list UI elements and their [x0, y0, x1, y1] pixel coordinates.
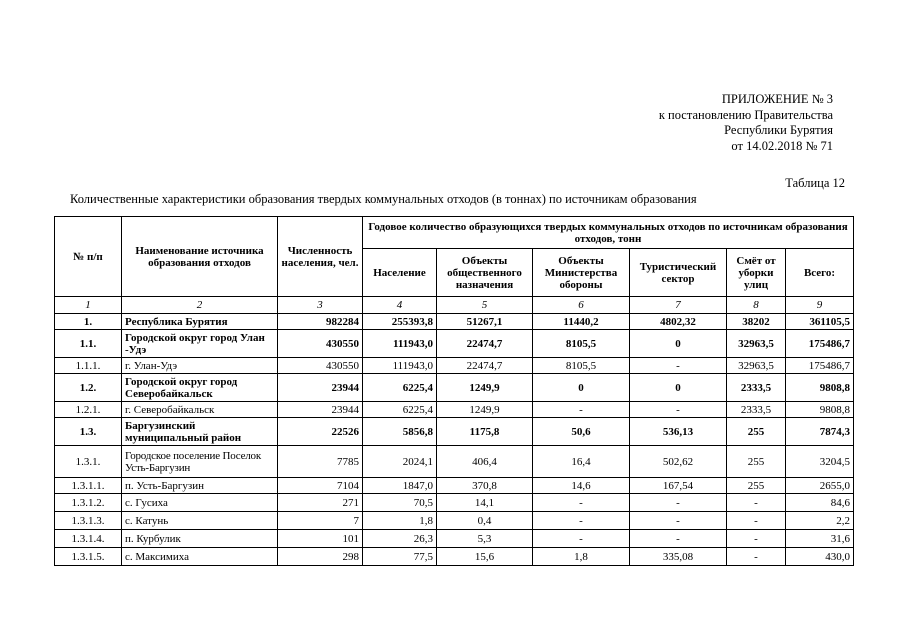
table-row — [55, 314, 854, 330]
row-population: 430550 — [278, 330, 363, 358]
row-number: 1.1. — [55, 330, 122, 358]
row-value: 9808,8 — [786, 374, 854, 402]
row-name: п. Усть-Баргузин — [122, 478, 278, 494]
row-value: 370,8 — [437, 478, 533, 494]
row-value: 77,5 — [363, 548, 437, 566]
row-value: 5856,8 — [363, 418, 437, 446]
column-number: 2 — [122, 297, 278, 314]
row-population: 271 — [278, 494, 363, 512]
row-value: 14,6 — [533, 478, 630, 494]
row-population: 7 — [278, 512, 363, 530]
row-value: 84,6 — [786, 494, 854, 512]
row-number: 1.3.1.2. — [55, 494, 122, 512]
row-population: 7785 — [278, 446, 363, 478]
row-value: 111943,0 — [363, 358, 437, 374]
row-value: 1,8 — [533, 548, 630, 566]
row-number: 1.3.1.5. — [55, 548, 122, 566]
row-value: 9808,8 — [786, 402, 854, 418]
row-value: 31,6 — [786, 530, 854, 548]
appendix-date: от 14.02.2018 № 71 — [731, 138, 833, 153]
appendix-block — [513, 92, 833, 154]
row-population: 7104 — [278, 478, 363, 494]
row-value: 2,2 — [786, 512, 854, 530]
row-value: 8105,5 — [533, 358, 630, 374]
row-number: 1.3.1.3. — [55, 512, 122, 530]
row-value: 430,0 — [786, 548, 854, 566]
column-number: 5 — [437, 297, 533, 314]
row-value: 255 — [727, 418, 786, 446]
row-value: 0 — [630, 374, 727, 402]
table-row — [55, 358, 854, 374]
row-population: 23944 — [278, 402, 363, 418]
table-row — [55, 374, 854, 402]
row-number: 1.3.1.1. — [55, 478, 122, 494]
row-value: 70,5 — [363, 494, 437, 512]
row-value: 1847,0 — [363, 478, 437, 494]
row-value: - — [727, 512, 786, 530]
table-row — [55, 446, 854, 478]
appendix-line: Республики Бурятия — [724, 123, 833, 137]
row-value: - — [727, 530, 786, 548]
table-number: Таблица 12 — [785, 176, 845, 190]
row-number: 1.3.1.4. — [55, 530, 122, 548]
table-row — [55, 330, 854, 358]
appendix-line: к постановлению Правительства — [658, 107, 833, 122]
subheader-cell: Смёт от уборки улиц — [727, 249, 786, 297]
row-value: 0,4 — [437, 512, 533, 530]
row-value: - — [533, 512, 630, 530]
row-name: Городской округ город Северобайкальск — [122, 374, 278, 402]
column-number: 8 — [727, 297, 786, 314]
row-value: 32963,5 — [727, 330, 786, 358]
table-row — [55, 418, 854, 446]
row-value: 335,08 — [630, 548, 727, 566]
row-number: 1.3.1. — [55, 446, 122, 478]
row-value: 22474,7 — [437, 330, 533, 358]
row-name: с. Катунь — [122, 512, 278, 530]
row-number: 1.1.1. — [55, 358, 122, 374]
header-name: Наименование источника образования отходов — [122, 217, 278, 297]
table-caption: Количественные характеристики образования твердых коммунальных отходов (в тоннах) по источникам образования — [70, 192, 697, 206]
row-value: 16,4 — [533, 446, 630, 478]
row-name: Городское поселение Поселок Усть-Баргузин — [122, 446, 278, 478]
row-value: 1249,9 — [437, 374, 533, 402]
row-value: 502,62 — [630, 446, 727, 478]
row-value: 175486,7 — [786, 358, 854, 374]
row-value: - — [533, 530, 630, 548]
header-population: Численность населения, чел. — [278, 217, 363, 297]
table-row — [55, 548, 854, 566]
subheader-cell: Всего: — [786, 249, 854, 297]
row-value: 255 — [727, 446, 786, 478]
row-value: 255393,8 — [363, 314, 437, 330]
row-value: 1,8 — [363, 512, 437, 530]
row-number: 1.3. — [55, 418, 122, 446]
row-value: 2024,1 — [363, 446, 437, 478]
row-value: 1175,8 — [437, 418, 533, 446]
row-value: 536,13 — [630, 418, 727, 446]
row-number: 1.2. — [55, 374, 122, 402]
row-value: - — [533, 402, 630, 418]
row-value: - — [630, 358, 727, 374]
row-value: 50,6 — [533, 418, 630, 446]
row-value: 38202 — [727, 314, 786, 330]
row-value: 1249,9 — [437, 402, 533, 418]
row-name: Городской округ город Улан -Удэ — [122, 330, 278, 358]
row-value: - — [630, 402, 727, 418]
column-number-row — [55, 297, 854, 314]
row-value: 255 — [727, 478, 786, 494]
table-row — [55, 478, 854, 494]
row-value: 32963,5 — [727, 358, 786, 374]
row-value: 22474,7 — [437, 358, 533, 374]
row-value: 2655,0 — [786, 478, 854, 494]
header-group: Годовое количество образующихся твердых коммунальных отходов по источникам образования отходов, тонн — [363, 217, 854, 249]
row-value: 2333,5 — [727, 402, 786, 418]
column-number: 4 — [363, 297, 437, 314]
row-value: 8105,5 — [533, 330, 630, 358]
row-value: 175486,7 — [786, 330, 854, 358]
row-name: с. Гусиха — [122, 494, 278, 512]
row-value: 4802,32 — [630, 314, 727, 330]
column-number: 3 — [278, 297, 363, 314]
row-value: 51267,1 — [437, 314, 533, 330]
row-name: г. Северобайкальск — [122, 402, 278, 418]
table-row — [55, 402, 854, 418]
row-value: 26,3 — [363, 530, 437, 548]
row-number: 1.2.1. — [55, 402, 122, 418]
row-name: Республика Бурятия — [122, 314, 278, 330]
row-value: - — [630, 530, 727, 548]
column-number: 1 — [55, 297, 122, 314]
column-number: 9 — [786, 297, 854, 314]
row-population: 22526 — [278, 418, 363, 446]
row-value: 14,1 — [437, 494, 533, 512]
subheader-cell: Объекты общественного назначения — [437, 249, 533, 297]
column-number: 7 — [630, 297, 727, 314]
header-row — [55, 217, 854, 249]
row-value: - — [630, 494, 727, 512]
row-population: 23944 — [278, 374, 363, 402]
row-value: 6225,4 — [363, 374, 437, 402]
row-name: п. Курбулик — [122, 530, 278, 548]
row-value: 167,54 — [630, 478, 727, 494]
column-number: 6 — [533, 297, 630, 314]
row-value: 11440,2 — [533, 314, 630, 330]
row-value: 7874,3 — [786, 418, 854, 446]
row-population: 982284 — [278, 314, 363, 330]
row-name: г. Улан-Удэ — [122, 358, 278, 374]
row-value: 111943,0 — [363, 330, 437, 358]
subheader-cell: Объекты Министерства обороны — [533, 249, 630, 297]
waste-table — [54, 216, 854, 566]
row-value: - — [533, 494, 630, 512]
row-population: 101 — [278, 530, 363, 548]
row-name: с. Максимиха — [122, 548, 278, 566]
row-value: - — [727, 548, 786, 566]
row-value: 2333,5 — [727, 374, 786, 402]
row-value: - — [630, 512, 727, 530]
row-value: 406,4 — [437, 446, 533, 478]
row-value: 361105,5 — [786, 314, 854, 330]
row-value: 3204,5 — [786, 446, 854, 478]
row-number: 1. — [55, 314, 122, 330]
table-row — [55, 512, 854, 530]
row-name: Баргузинский муниципальный район — [122, 418, 278, 446]
row-value: 6225,4 — [363, 402, 437, 418]
subheader-cell: Туристический сектор — [630, 249, 727, 297]
row-population: 298 — [278, 548, 363, 566]
row-value: 5,3 — [437, 530, 533, 548]
row-population: 430550 — [278, 358, 363, 374]
row-value: 15,6 — [437, 548, 533, 566]
table-row — [55, 530, 854, 548]
row-value: 0 — [630, 330, 727, 358]
table-row — [55, 494, 854, 512]
appendix-title: ПРИЛОЖЕНИЕ № 3 — [721, 92, 833, 106]
subheader-cell: Население — [363, 249, 437, 297]
row-value: - — [727, 494, 786, 512]
header-num: № п/п — [55, 217, 122, 297]
row-value: 0 — [533, 374, 630, 402]
